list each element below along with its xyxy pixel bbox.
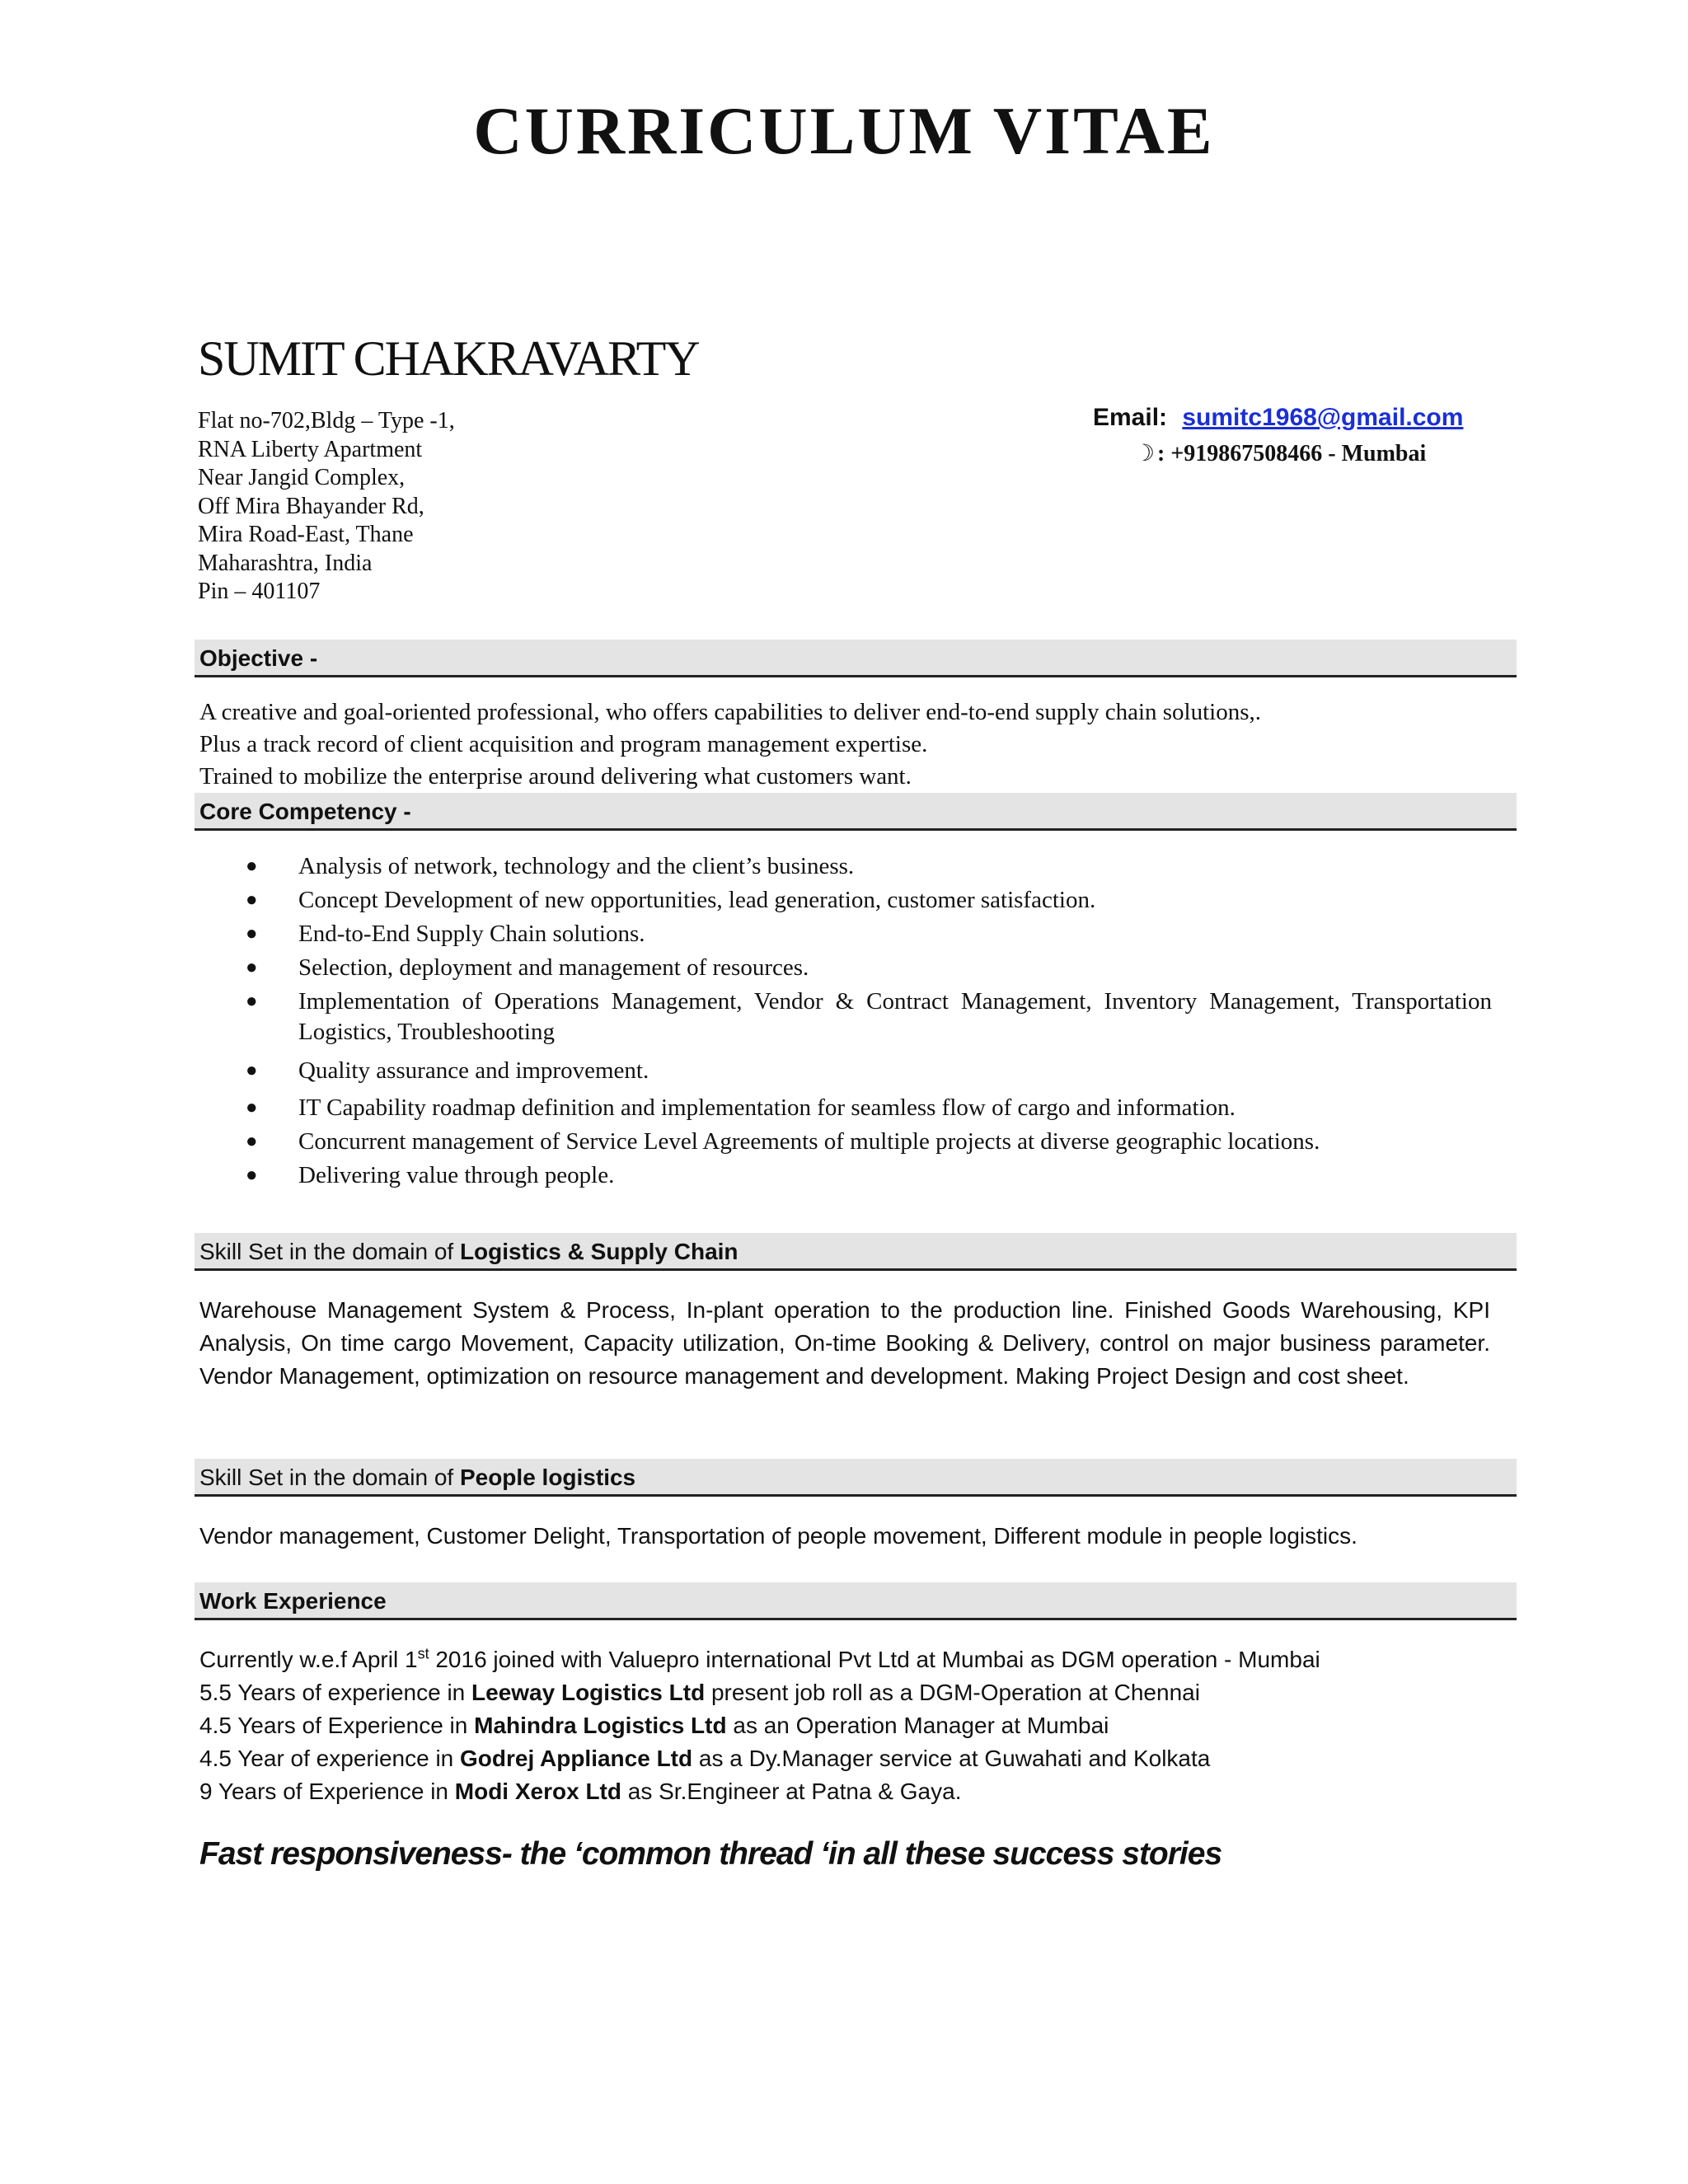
list-item: ● Selection, deployment and management of resources.	[199, 953, 1492, 983]
bullet-icon: ●	[246, 1165, 258, 1186]
list-item: ● Concurrent management of Service Level Agreements of multiple projects at diverse geographic locations.	[199, 1127, 1492, 1157]
address-line: Mira Road-East, Thane	[198, 522, 414, 547]
address-line: Maharashtra, India	[198, 550, 373, 576]
section-heading-objective: Objective -	[195, 640, 1517, 677]
bullet-icon: ●	[246, 855, 258, 877]
phone-icon: ☽	[1134, 441, 1156, 466]
address-line: Flat no-702,Bldg – Type -1,	[198, 408, 455, 434]
list-item: ● Concept Development of new opportunities, lead generation, customer satisfaction.	[199, 885, 1492, 916]
bullet-icon: ●	[246, 991, 258, 1012]
section-heading-skills-people: Skill Set in the domain of People logistics	[195, 1459, 1517, 1497]
address-line: Pin – 401107	[198, 579, 321, 604]
phone-number: : +919867508466 - Mumbai	[1157, 441, 1427, 466]
contact-phone	[1134, 439, 1426, 467]
contact-email	[1093, 404, 1463, 432]
work-row: 4.5 Year of experience in Godrej Appliance Ltd as a Dy.Manager service at Guwahati and Kolkata	[199, 1746, 1211, 1771]
section-heading-skills-logistics: Skill Set in the domain of Logistics & Supply Chain	[195, 1233, 1517, 1271]
bullet-icon: ●	[246, 889, 258, 911]
address-line: RNA Liberty Apartment	[198, 436, 423, 462]
bullet-icon: ●	[246, 1131, 258, 1152]
work-row-current: Currently w.e.f April 1st 2016 joined with Valuepro international Pvt Ltd at Mumbai as DGM operation - Mumbai	[199, 1645, 1320, 1672]
skills-people-text: Vendor management, Customer Delight, Transportation of people movement, Different module in people logistics.	[199, 1523, 1357, 1549]
bullet-icon: ●	[246, 923, 258, 944]
list-item: ● End-to-End Supply Chain solutions.	[199, 919, 1492, 949]
bullet-icon: ●	[246, 957, 258, 978]
list-item: ● IT Capability roadmap definition and implementation for seamless flow of cargo and information.	[199, 1093, 1492, 1123]
skills-logistics-text: Warehouse Management System & Process, In-plant operation to the production line. Finished Goods Warehousing, KPI Analysis, On time cargo Movement, Capacity utilization, On-time Booking & Delivery, control on major business parameter. Vendor Management, optimization on resource management and development. Making Project Design and cost sheet.	[199, 1297, 1490, 1389]
work-experience-list	[199, 1643, 1320, 1808]
bullet-icon: ●	[246, 1060, 258, 1081]
section-heading-competency: Core Competency -	[195, 793, 1517, 831]
email-link[interactable]: sumitc1968@gmail.com	[1182, 404, 1464, 431]
objective-text	[199, 696, 1490, 793]
list-item: ● Analysis of network, technology and the client’s business.	[199, 851, 1492, 882]
objective-line: Plus a track record of client acquisition and program management expertise.	[199, 731, 928, 757]
objective-line: A creative and goal-oriented professional, who offers capabilities to deliver end-to-end supply chain solutions,.	[199, 699, 1261, 725]
bullet-icon: ●	[246, 1097, 258, 1118]
list-item: ● Implementation of Operations Management, Vendor & Contract Management, Inventory Management, Transportation Logistics, Troubleshooting	[246, 988, 1492, 1045]
section-heading-work-experience: Work Experience	[195, 1582, 1517, 1620]
competency-list	[199, 851, 1492, 1194]
address-line: Off Mira Bhayander Rd,	[198, 493, 424, 519]
work-row: 4.5 Years of Experience in Mahindra Logistics Ltd as an Operation Manager at Mumbai	[199, 1713, 1109, 1738]
objective-line: Trained to mobilize the enterprise around delivering what customers want.	[199, 763, 912, 790]
work-row: 5.5 Years of experience in Leeway Logistics Ltd present job roll as a DGM-Operation at Chennai	[199, 1680, 1200, 1705]
work-row: 9 Years of Experience in Modi Xerox Ltd as Sr.Engineer at Patna & Gaya.	[199, 1779, 962, 1804]
list-item: ● Delivering value through people.	[199, 1160, 1492, 1191]
tagline: Fast responsiveness- the ‘common thread ‘in all these success stories	[199, 1836, 1222, 1872]
postal-address	[198, 407, 455, 607]
document-title: CURRICULUM VITAE	[473, 93, 1215, 168]
list-item: ● Quality assurance and improvement.	[199, 1056, 1492, 1086]
address-line: Near Jangid Complex,	[198, 465, 406, 490]
candidate-name: SUMIT CHAKRAVARTY	[198, 331, 699, 386]
email-label: Email:	[1093, 404, 1168, 431]
